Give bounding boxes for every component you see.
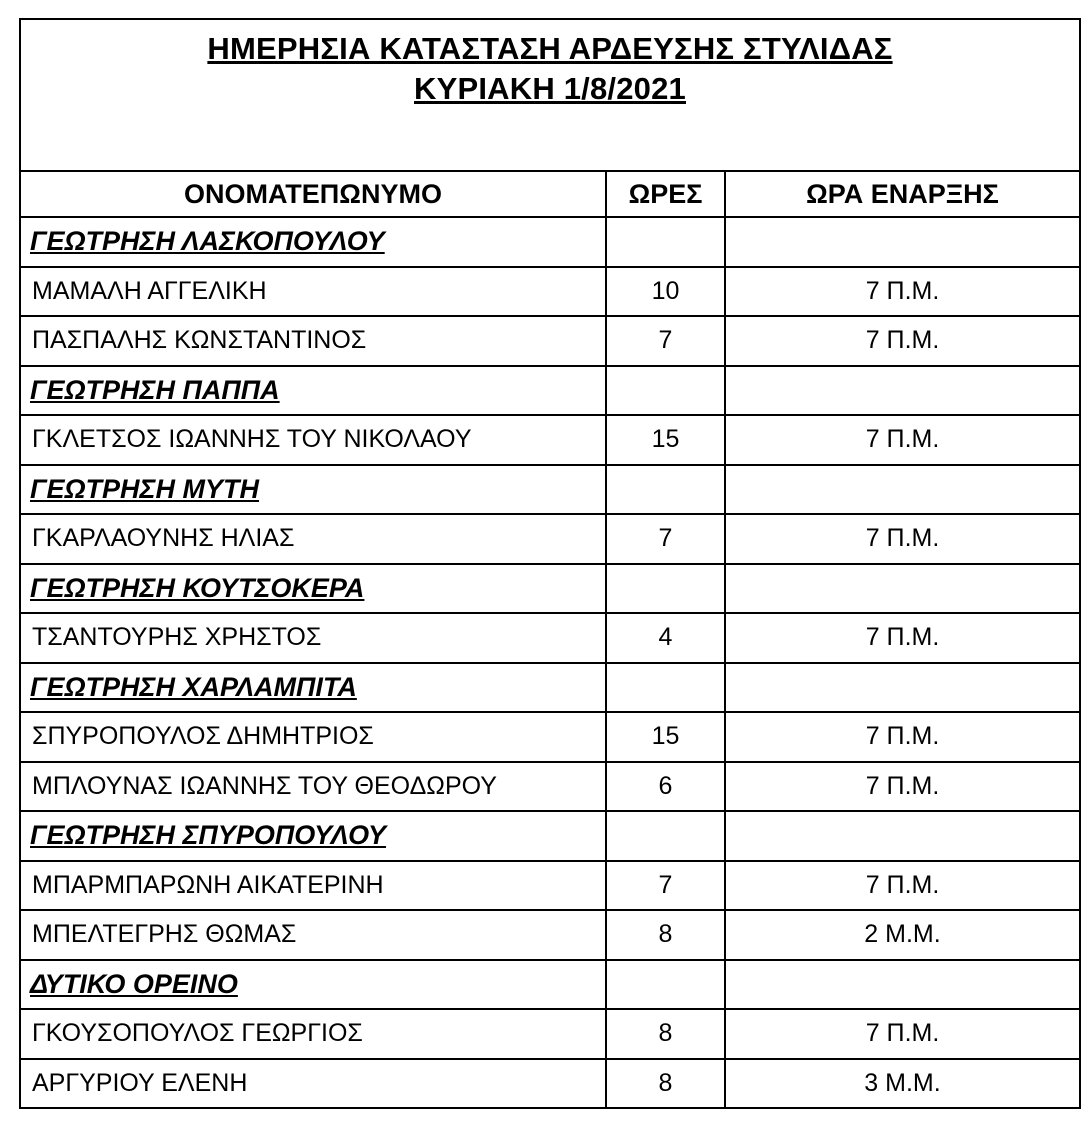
document-title: ΗΜΕΡΗΣΙΑ ΚΑΤΑΣΤΑΣΗ ΑΡΔΕΥΣΗΣ ΣΤΥΛΙΔΑΣ — [207, 31, 893, 66]
hours-cell — [606, 564, 725, 614]
start-time-cell — [725, 663, 1080, 713]
group-row — [20, 811, 1080, 861]
start-time-cell — [725, 564, 1080, 614]
table-row — [20, 712, 1080, 762]
hours-cell — [606, 960, 725, 1010]
group-row — [20, 960, 1080, 1010]
column-header-hours: ΩΡΕΣ — [606, 171, 725, 217]
start-time-cell: 7 Π.Μ. — [725, 1009, 1080, 1059]
table-row — [20, 267, 1080, 317]
person-name-cell: ΤΣΑΝΤΟΥΡΗΣ ΧΡΗΣΤΟΣ — [20, 613, 606, 663]
person-name-cell: ΣΠΥΡΟΠΟΥΛΟΣ ΔΗΜΗΤΡΙΟΣ — [20, 712, 606, 762]
column-header-start-time: ΩΡΑ ΕΝΑΡΞΗΣ — [725, 171, 1080, 217]
group-name-cell: ΓΕΩΤΡΗΣΗ ΜΥΤΗ — [20, 465, 606, 515]
person-name-cell: ΜΠΛΟΥΝΑΣ ΙΩΑΝΝΗΣ ΤΟΥ ΘΕΟΔΩΡΟΥ — [20, 762, 606, 812]
hours-cell: 8 — [606, 1009, 725, 1059]
start-time-cell — [725, 811, 1080, 861]
hours-cell: 8 — [606, 1059, 725, 1109]
hours-cell — [606, 366, 725, 416]
table-row — [20, 910, 1080, 960]
person-name-cell: ΓΚΑΡΛΑΟΥΝΗΣ ΗΛΙΑΣ — [20, 514, 606, 564]
group-row — [20, 217, 1080, 267]
table-row — [20, 514, 1080, 564]
document-date: ΚΥΡΙΑΚΗ 1/8/2021 — [414, 71, 686, 106]
person-name-cell: ΑΡΓΥΡΙΟΥ ΕΛΕΝΗ — [20, 1059, 606, 1109]
hours-cell: 7 — [606, 514, 725, 564]
group-name-cell: ΓΕΩΤΡΗΣΗ ΛΑΣΚΟΠΟΥΛΟΥ — [20, 217, 606, 267]
table-row — [20, 415, 1080, 465]
person-name-cell: ΠΑΣΠΑΛΗΣ ΚΩΝΣΤΑΝΤΙΝΟΣ — [20, 316, 606, 366]
title-cell — [20, 19, 1080, 171]
table-row — [20, 316, 1080, 366]
table-row — [20, 762, 1080, 812]
start-time-cell: 7 Π.Μ. — [725, 762, 1080, 812]
person-name-cell: ΜΠΕΛΤΕΓΡΗΣ ΘΩΜΑΣ — [20, 910, 606, 960]
start-time-cell — [725, 465, 1080, 515]
group-name-cell: ΓΕΩΤΡΗΣΗ ΧΑΡΛΑΜΠΙΤΑ — [20, 663, 606, 713]
table-row — [20, 613, 1080, 663]
start-time-cell — [725, 366, 1080, 416]
person-name-cell: ΓΚΟΥΣΟΠΟΥΛΟΣ ΓΕΩΡΓΙΟΣ — [20, 1009, 606, 1059]
person-name-cell: ΜΑΜΑΛΗ ΑΓΓΕΛΙΚΗ — [20, 267, 606, 317]
group-row — [20, 663, 1080, 713]
hours-cell: 8 — [606, 910, 725, 960]
start-time-cell: 2 Μ.Μ. — [725, 910, 1080, 960]
start-time-cell: 3 Μ.Μ. — [725, 1059, 1080, 1109]
column-header-name: ΟΝΟΜΑΤΕΠΩΝΥΜΟ — [20, 171, 606, 217]
start-time-cell: 7 Π.Μ. — [725, 514, 1080, 564]
start-time-cell — [725, 217, 1080, 267]
hours-cell — [606, 811, 725, 861]
hours-cell: 15 — [606, 712, 725, 762]
start-time-cell: 7 Π.Μ. — [725, 267, 1080, 317]
group-name-cell: ΓΕΩΤΡΗΣΗ ΠΑΠΠΑ — [20, 366, 606, 416]
table-row — [20, 1009, 1080, 1059]
irrigation-schedule-table — [19, 18, 1081, 1109]
hours-cell: 7 — [606, 316, 725, 366]
group-row — [20, 366, 1080, 416]
start-time-cell — [725, 960, 1080, 1010]
table-row — [20, 861, 1080, 911]
group-row — [20, 465, 1080, 515]
group-name-cell: ΓΕΩΤΡΗΣΗ ΚΟΥΤΣΟΚΕΡΑ — [20, 564, 606, 614]
start-time-cell: 7 Π.Μ. — [725, 316, 1080, 366]
table-row — [20, 1059, 1080, 1109]
hours-cell: 7 — [606, 861, 725, 911]
start-time-cell: 7 Π.Μ. — [725, 861, 1080, 911]
title-row — [20, 19, 1080, 171]
start-time-cell: 7 Π.Μ. — [725, 712, 1080, 762]
hours-cell: 6 — [606, 762, 725, 812]
group-name-cell: ΓΕΩΤΡΗΣΗ ΣΠΥΡΟΠΟΥΛΟΥ — [20, 811, 606, 861]
hours-cell — [606, 663, 725, 713]
hours-cell: 10 — [606, 267, 725, 317]
group-row — [20, 564, 1080, 614]
group-name-cell: ΔΥΤΙΚΟ ΟΡΕΙΝΟ — [20, 960, 606, 1010]
person-name-cell: ΓΚΛΕΤΣΟΣ ΙΩΑΝΝΗΣ ΤΟΥ ΝΙΚΟΛΑΟΥ — [20, 415, 606, 465]
hours-cell: 15 — [606, 415, 725, 465]
hours-cell — [606, 465, 725, 515]
hours-cell: 4 — [606, 613, 725, 663]
person-name-cell: ΜΠΑΡΜΠΑΡΩΝΗ ΑΙΚΑΤΕΡΙΝΗ — [20, 861, 606, 911]
start-time-cell: 7 Π.Μ. — [725, 415, 1080, 465]
header-row — [20, 171, 1080, 217]
start-time-cell: 7 Π.Μ. — [725, 613, 1080, 663]
hours-cell — [606, 217, 725, 267]
